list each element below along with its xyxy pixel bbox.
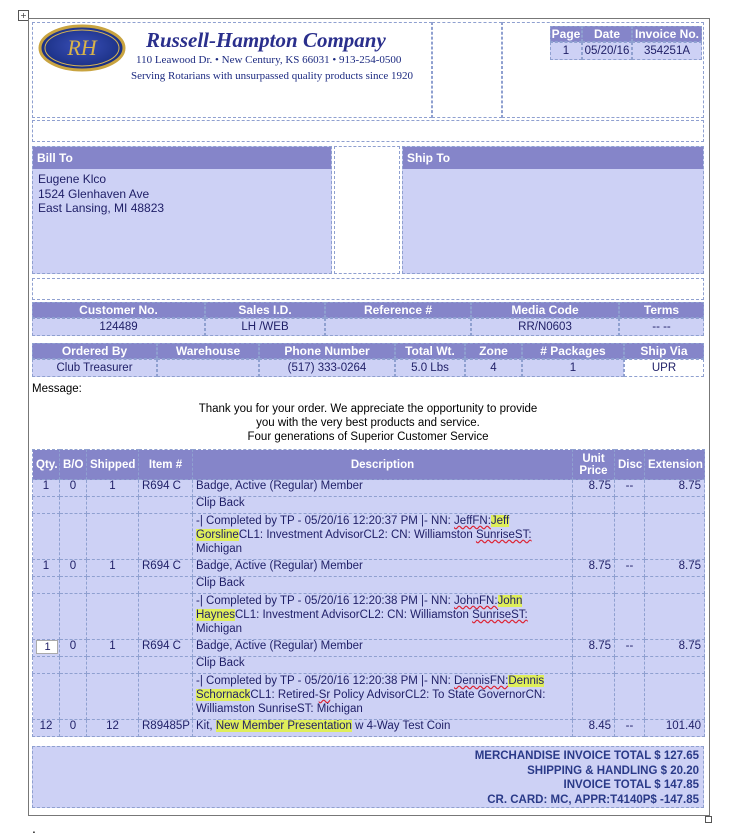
company-logo — [38, 23, 126, 73]
meta-invoice-no: 354251A — [632, 42, 702, 60]
message-line: Thank you for your order. We appreciate the opportunity to provide — [198, 403, 538, 415]
terms: -- -- — [619, 318, 704, 336]
packages: 1 — [522, 359, 624, 377]
col-qty: Qty. — [33, 450, 60, 480]
table-row-note: -| Completed by TP - 05/20/16 12:20:37 PM |- NN: JeffFN:Jeff GorslineCL1: Investment AdvisorCL2: CN: Williamston SunriseST: Michigan — [33, 514, 705, 560]
order-info-2-values — [32, 359, 704, 377]
logo-initials: RH — [67, 35, 97, 60]
bill-to-line: East Lansing, MI 48823 — [38, 201, 165, 215]
line-items-table — [32, 449, 705, 737]
invoice-meta-values — [550, 42, 702, 60]
col-disc: Disc — [615, 450, 645, 480]
totals-panel — [32, 746, 704, 808]
ordered-by: Club Treasurer — [32, 359, 157, 377]
message-body — [32, 402, 704, 444]
company-tagline: Serving Rotarians with unsurpassed quality products since 1920 — [131, 70, 413, 82]
qty-input[interactable]: 1 — [36, 640, 58, 654]
table-row-option: Clip Back — [33, 577, 705, 594]
header-phone: Phone Number — [259, 343, 395, 359]
credit-card-payment: CR. CARD: MC, APPR:T4140P$ -147.85 — [487, 793, 699, 806]
address-gap — [334, 146, 400, 274]
bill-to-label: Bill To — [33, 147, 331, 169]
header-ship-via: Ship Via — [624, 343, 704, 359]
header-zone: Zone — [465, 343, 522, 359]
col-unit-price: Unit Price — [573, 450, 615, 480]
phone-number: (517) 333-0264 — [259, 359, 395, 377]
bill-to-line: 1524 Glenhaven Ave — [38, 186, 150, 201]
paragraph-mark: . — [32, 820, 36, 836]
total-weight: 5.0 Lbs — [395, 359, 465, 377]
sales-id: LH /WEB — [205, 318, 325, 336]
header-terms: Terms — [619, 302, 704, 318]
bill-to-panel — [32, 146, 332, 274]
header-sales-id: Sales I.D. — [205, 302, 325, 318]
customer-no: 124489 — [32, 318, 205, 336]
col-description: Description — [193, 450, 573, 480]
spacer-row — [32, 278, 704, 300]
message-line: Four generations of Superior Customer Service — [247, 431, 489, 443]
zone: 4 — [465, 359, 522, 377]
header-warehouse: Warehouse — [157, 343, 259, 359]
invoice-total: INVOICE TOTAL $ 147.85 — [563, 779, 699, 791]
table-resize-handle[interactable] — [705, 816, 712, 823]
header-packages: # Packages — [522, 343, 624, 359]
meta-page: 1 — [550, 42, 582, 60]
invoice-meta-headers — [550, 26, 702, 42]
header-customer-no: Customer No. — [32, 302, 205, 318]
order-info-2-headers — [32, 343, 704, 359]
header-ordered-by: Ordered By — [32, 343, 157, 359]
table-row: 12 0 12 R89485P Kit, New Member Presentation w 4-Way Test Coin 8.45 -- 101.40 — [33, 720, 705, 737]
message-line: you with the very best products and service. — [256, 417, 480, 429]
table-row-option: Clip Back — [33, 657, 705, 674]
table-move-handle[interactable]: + — [18, 10, 29, 21]
table-row-note: -| Completed by TP - 05/20/16 12:20:38 PM |- NN: DennisFN:Dennis SchornackCL1: Retired-Sr Policy AdvisorCL2: To State GovernorCN: Williamston SunriseST: Michigan — [33, 674, 705, 720]
meta-header-page: Page — [551, 27, 581, 41]
header-reference: Reference # — [325, 302, 471, 318]
items-header-row — [33, 450, 705, 480]
message-label: Message: — [32, 383, 82, 395]
order-info-1-headers — [32, 302, 704, 318]
header-total-wt: Total Wt. — [395, 343, 465, 359]
order-info-1-values — [32, 318, 704, 336]
spacer-row — [32, 120, 704, 142]
ship-via: UPR — [624, 359, 704, 377]
col-item: Item # — [139, 450, 193, 480]
header-media-code: Media Code — [471, 302, 619, 318]
meta-header-date: Date — [582, 26, 632, 42]
company-address: 110 Leawood Dr. • New Century, KS 66031 • 913-254-0500 — [136, 54, 402, 66]
table-row-note: -| Completed by TP - 05/20/16 12:20:38 PM |- NN: JohnFN:John HaynesCL1: Investment AdvisorCL2: CN: Williamston SunriseST: Michigan — [33, 594, 705, 640]
table-row: 1 0 1 R694 C Badge, Active (Regular) Member 8.75 -- 8.75 — [33, 560, 705, 577]
media-code: RR/N0603 — [471, 318, 619, 336]
reference — [325, 318, 471, 336]
warehouse — [157, 359, 259, 377]
col-extension: Extension — [645, 450, 705, 480]
shipping-handling: SHIPPING & HANDLING $ 20.20 — [527, 764, 699, 777]
meta-header-invoice: Invoice No. — [632, 26, 702, 42]
meta-date: 05/20/16 — [582, 42, 632, 60]
col-bo: B/O — [60, 450, 87, 480]
letterhead-spacer — [432, 22, 502, 118]
merchandise-total: MERCHANDISE INVOICE TOTAL $ 127.65 — [474, 750, 699, 762]
table-row-option: Clip Back — [33, 497, 705, 514]
bill-to-line: Eugene Klco — [38, 172, 107, 186]
ship-to-label: Ship To — [403, 147, 703, 169]
company-name: Russell-Hampton Company — [146, 28, 386, 52]
col-shipped: Shipped — [87, 450, 139, 480]
table-row: 1 0 1 R694 C Badge, Active (Regular) Member 8.75 -- 8.75 — [33, 640, 705, 657]
table-row: 1 0 1 R694 C Badge, Active (Regular) Member 8.75 -- 8.75 — [33, 480, 705, 497]
ship-to-panel — [402, 146, 704, 274]
